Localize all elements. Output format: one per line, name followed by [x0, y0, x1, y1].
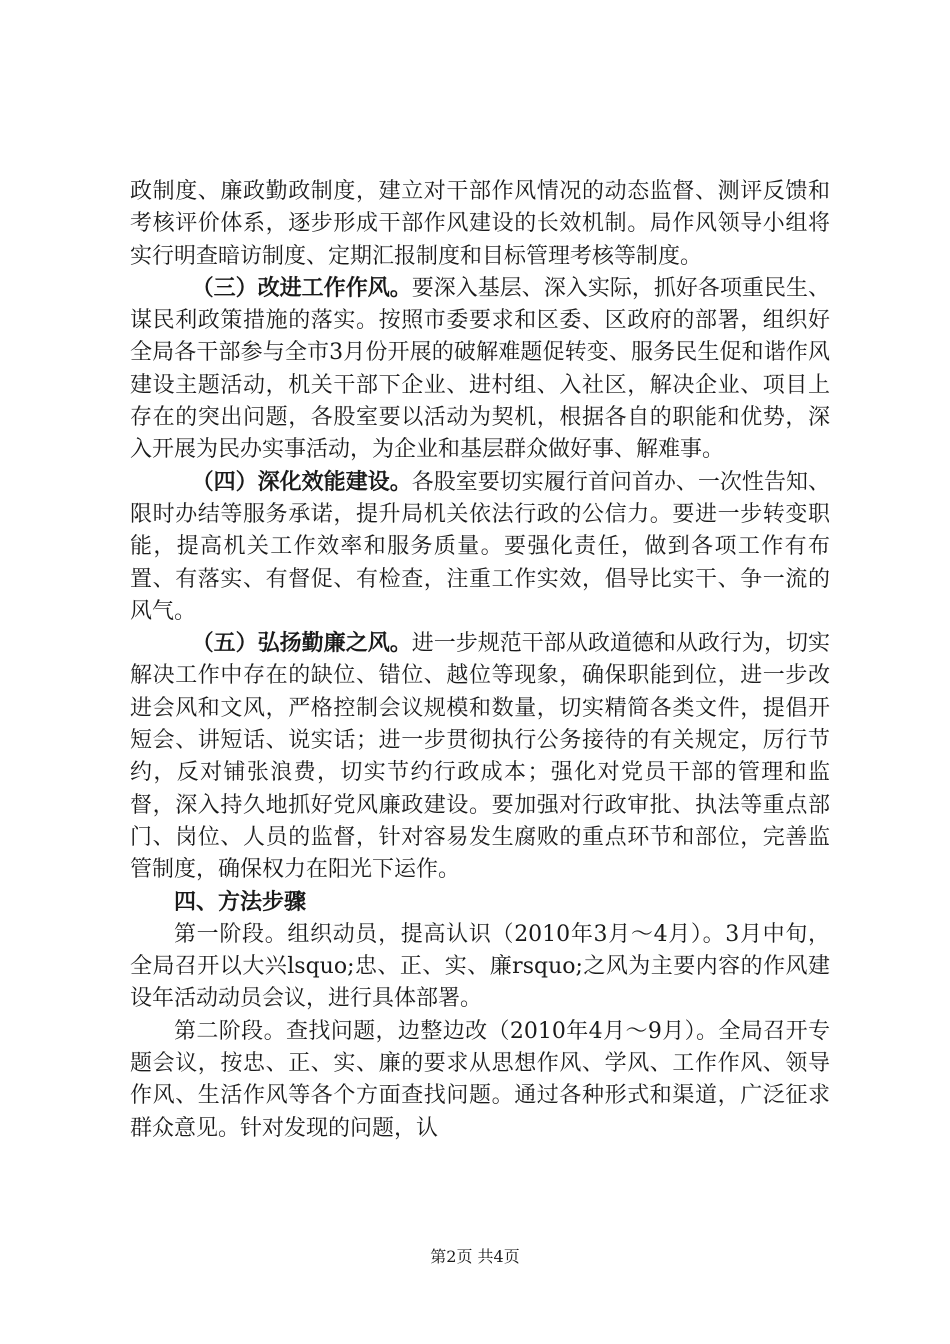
section-heading-methods: 四、方法步骤 [174, 889, 307, 915]
paragraph-integrity [130, 628, 830, 886]
section-lead-3: （三）改进工作作风。 [191, 275, 412, 301]
section-lead-4: （四）深化效能建设。 [191, 469, 412, 495]
section-body-5: 进一步规范干部从政道德和从政行为，切实解决工作中存在的缺位、错位、越位等现象，确保职能到位，进一步改进会风和文风，严格控制会议规模和数量，切实精简各类文件，提倡开短会、讲短话、说实话；进一步贯彻执行公务接待的有关规定，厉行节约，反对铺张浪费，切实节约行政成本；强化对党员干部的管理和监督，深入持久地抓好党风廉政建设。要加强对行政审批、执法等重点部门、岗位、人员的监督，针对容易发生腐败的重点环节和部位，完善监管制度，确保权力在阳光下运作。 [130, 631, 830, 883]
paragraph-improve-work-style [130, 273, 830, 467]
paragraph-phase-2: 第二阶段。查找问题，边整边改（2010年4月～9月）。全局召开专题会议，按忠、正、实、廉的要求从思想作风、学风、工作作风、领导作风、生活作风等各个方面查找问题。通过各种形式和渠道，广泛征求群众意见。针对发现的问题，认 [130, 1018, 830, 1141]
paragraph-phase-1: 第一阶段。组织动员，提高认识（2010年3月～4月）。3月中旬，全局召开以大兴lsquo;忠、正、实、廉rsquo;之风为主要内容的作风建设年活动动员会议，进行具体部署。 [130, 921, 830, 1012]
section-lead-5: （五）弘扬勤廉之风。 [191, 631, 412, 657]
document-body [130, 176, 830, 1145]
section-body-3: 要深入基层、深入实际，抓好各项重民生、谋民利政策措施的落实。按照市委要求和区委、区政府的部署，组织好全局各干部参与全市3月份开展的破解难题促转变、服务民生促和谐作风建设主题活动，机关干部下企业、进村组、入社区，解决企业、项目上存在的突出问题，各股室要以活动为契机，根据各自的职能和优势，深入开展为民办实事活动，为企业和基层群众做好事、解难事。 [130, 275, 830, 463]
paragraph-continuation: 政制度、廉政勤政制度，建立对干部作风情况的动态监督、测评反馈和考核评价体系，逐步形成干部作风建设的长效机制。局作风领导小组将实行明查暗访制度、定期汇报制度和目标管理考核等制度。 [130, 179, 830, 269]
section-body-4: 各股室要切实履行首问首办、一次性告知、限时办结等服务承诺，提升局机关依法行政的公信力。要进一步转变职能，提高机关工作效率和服务质量。要强化责任，做到各项工作有布置、有落实、有督促、有检查，注重工作实效，倡导比实干、争一流的风气。 [130, 469, 830, 624]
page-footer: 第2页 共4页 [430, 1247, 520, 1266]
paragraph-efficiency [130, 467, 830, 628]
